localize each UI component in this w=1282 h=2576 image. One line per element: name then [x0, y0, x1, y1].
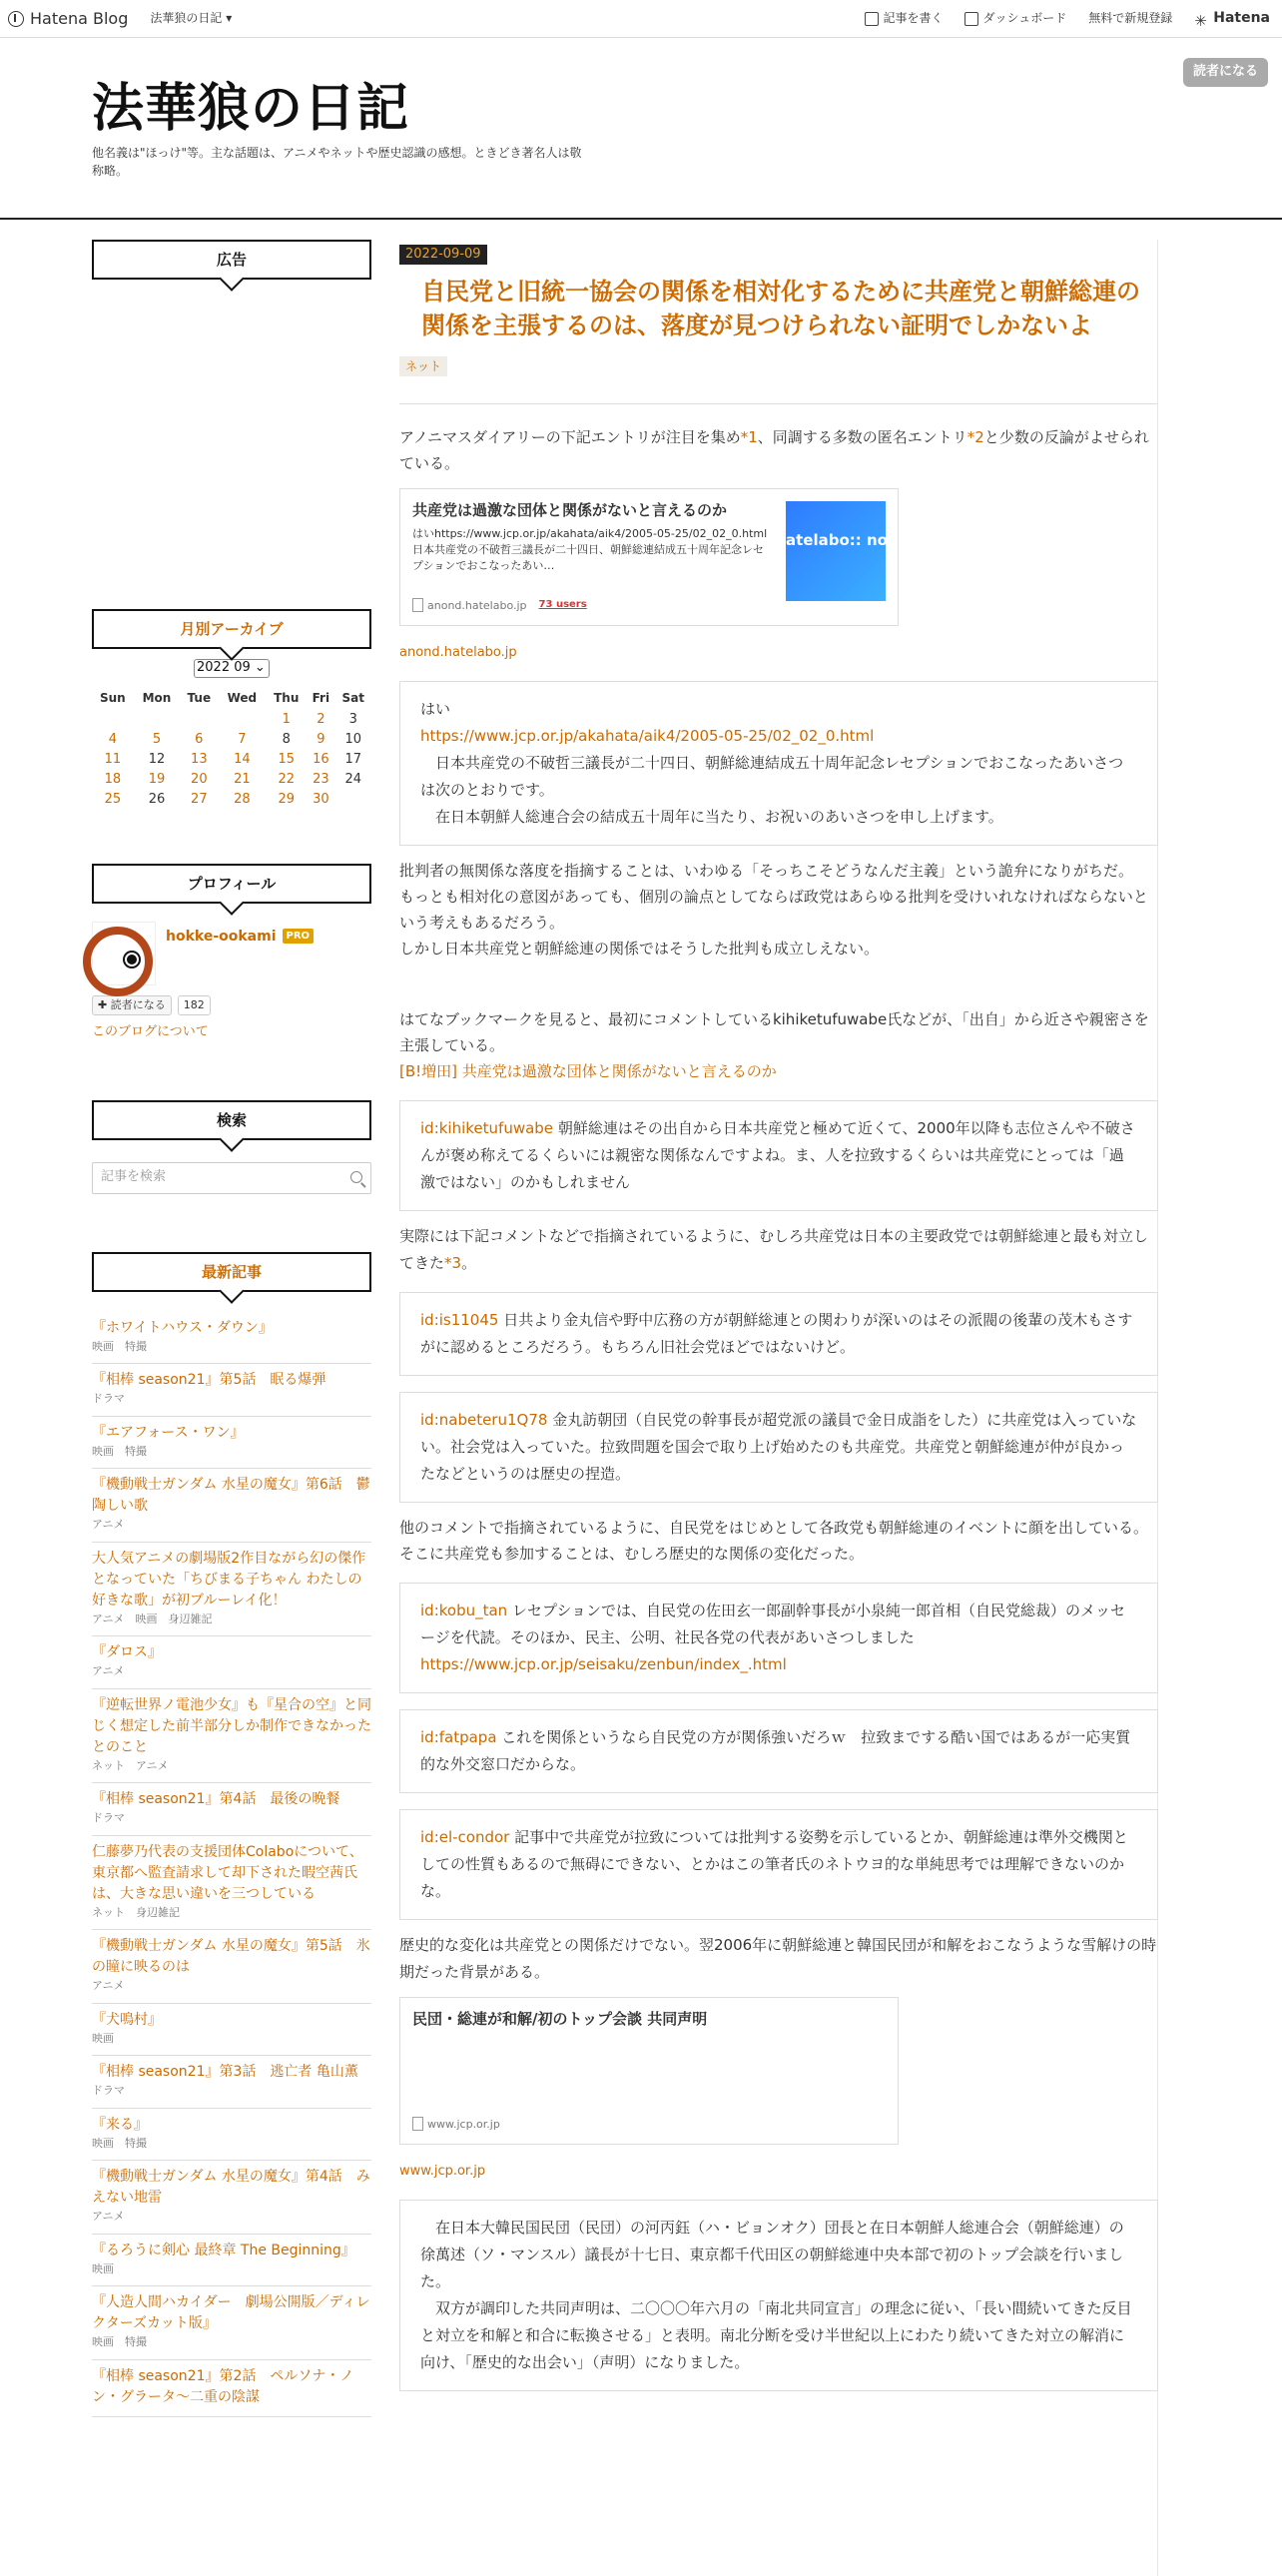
embed-card-domain: anond.hatelabo.jp [427, 598, 527, 612]
calendar-day [134, 710, 181, 730]
calendar-day[interactable]: 6 [195, 731, 204, 747]
calendar-day[interactable]: 1 [282, 711, 291, 727]
blog-description: 他名義は"ほっけ"等。主な話題は、アニメやネットや歴史認識の感想。ときどき著名人は敬称略。 [92, 146, 582, 178]
subscriber-count: 182 [178, 995, 211, 1015]
calendar-day[interactable]: 18 [104, 771, 122, 787]
pencil-icon [865, 12, 879, 26]
calendar-day[interactable]: 13 [191, 751, 208, 767]
calendar-day: 8 [282, 731, 291, 747]
recent-entry [92, 1836, 371, 1931]
recent-entry-title[interactable]: 『逆転世界ノ電池少女』も『星合の空』と同じく想定した前半部分しか制作できなかったとのこと [92, 1696, 371, 1755]
calendar-day [335, 790, 371, 810]
ad-module-title: 広告 [92, 240, 371, 280]
avatar[interactable] [92, 922, 156, 985]
hatena-menu[interactable] [1194, 6, 1270, 31]
search-module-title: 検索 [92, 1100, 371, 1140]
recent-entry-title[interactable]: 『機動戦士ガンダム 水星の魔女』第5話 氷の瞳に映るのは [92, 1938, 370, 1976]
signup-link[interactable] [1088, 8, 1172, 29]
calendar-day[interactable]: 27 [191, 791, 208, 807]
recent-entry [92, 2286, 371, 2360]
embed-card-domain: www.jcp.or.jp [427, 2117, 500, 2131]
bookmark-comment [399, 1100, 1158, 1211]
profile-name-text: hokke-ookami [166, 928, 277, 945]
comment-text: レセプションでは、自民党の佐田玄一郎副幹事長が小泉純一郎首相（自民党総裁）のメッセージを代読。そのほか、民主、公明、社民各党の代表があいさつしました [420, 1602, 1126, 1647]
dashboard-link[interactable] [964, 8, 1066, 29]
quote-url-link[interactable]: https://www.jcp.or.jp/akahata/aik4/2005-05-25/02_02_0.html [420, 726, 875, 745]
comment-url-link[interactable]: https://www.jcp.or.jp/seisaku/zenbun/index_.html [420, 1655, 787, 1674]
paragraph [399, 1223, 1158, 1276]
footnote-link[interactable]: *2 [966, 427, 984, 446]
recent-entry [92, 1312, 371, 1365]
calendar-day[interactable]: 16 [313, 751, 329, 767]
calendar-day[interactable]: 2 [317, 711, 325, 727]
user-id-link[interactable]: id:kihiketufuwabe [420, 1119, 554, 1138]
calendar-weekday: Tue [187, 691, 212, 706]
recent-entry-categories[interactable]: 映画 [92, 2031, 114, 2045]
recent-entry [92, 2360, 371, 2417]
calendar-weekday: Sun [99, 691, 126, 706]
archive-calendar [92, 688, 371, 810]
subscribe-button[interactable]: 読者になる [1183, 58, 1268, 87]
page-icon [412, 2117, 423, 2131]
recent-entry-title[interactable]: 『相棒 season21』第5話 眠る爆弾 [92, 1372, 326, 1389]
recent-entry-categories[interactable]: アニメ [92, 2210, 125, 2224]
user-id-link[interactable]: id:fatpapa [420, 1728, 497, 1747]
write-entry-link[interactable] [865, 8, 943, 29]
quote-block [399, 681, 1158, 846]
post-body [399, 424, 1158, 2391]
recent-entries-list [92, 1312, 371, 2417]
hatena-label: Hatena [1213, 10, 1270, 27]
hatena-blog-logo-icon [8, 11, 24, 27]
calendar-day: 10 [344, 731, 362, 747]
signup-label: 無料で新規登録 [1088, 11, 1173, 25]
footnote-link[interactable]: *1 [740, 427, 758, 446]
sidebar [92, 240, 371, 2417]
search-input[interactable] [92, 1162, 371, 1194]
comment-text: 朝鮮総連はその出自から日本共産党と極めて近くて、2000年以降も志位さんや不破さんが褒め称えてるくらいには親密な関係なんですよね。ま、人を拉致するくらいは共産党にとっては「過激ではない」のかもしれません [420, 1119, 1135, 1192]
recent-entry-categories[interactable]: 映画 特撮 [92, 2335, 147, 2349]
user-id-link[interactable]: id:is11045 [420, 1310, 499, 1329]
ad-space [92, 280, 371, 609]
recent-entry [92, 1689, 371, 1784]
dashboard-icon [964, 12, 978, 26]
quote-line: 在日本朝鮮人総連合会の結成五十周年に当たり、お祝いのあいさつを申し上げます。 [420, 807, 1003, 826]
paragraph [399, 858, 1158, 963]
source-link[interactable]: anond.hatelabo.jp [399, 644, 517, 660]
calendar-day[interactable]: 15 [278, 751, 296, 767]
recent-entry-title[interactable]: 『相棒 season21』第3話 逃亡者 亀山薫 [92, 2064, 358, 2081]
profile-module-title: プロフィール [92, 864, 371, 904]
paragraph [399, 1006, 1158, 1085]
post-date[interactable]: 2022-09-09 [399, 245, 487, 265]
blog-menu-label: 法華狼の日記 [150, 11, 223, 25]
recent-entry [92, 2161, 371, 2235]
recent-entry-title[interactable]: 『来る』 [92, 2116, 148, 2133]
calendar-day: 24 [344, 771, 362, 787]
recent-entry-title[interactable]: 『ダロス』 [92, 1644, 162, 1661]
bookmark-comment [399, 1392, 1158, 1503]
quote-line: 在日本大韓民国民団（民団）の河丙鈺（ハ・ビョンオク）団長と在日本朝鮮人総連合会（朝鮮総連）の徐萬述（ソ・マンスル）議長が十七日、東京都千代田区の朝鮮総連中央本部で初のトップ会談を行いました。 [420, 2218, 1124, 2290]
recent-entry-categories[interactable]: 映画 [92, 2261, 114, 2275]
calendar-day[interactable]: 14 [234, 751, 251, 767]
recent-entry-categories[interactable]: ドラマ [92, 2084, 125, 2098]
quote-line: 双方が調印した共同声明は、二〇〇〇年六月の「南北共同宣言」の理念に従い、「長い間続いてきた反目と対立を和解と和合に転換させる」と表明。南北分断を受け半世紀以上にわたり続いてきた対立の解消に向け、「歴史的な出会い」（声明）になりました。 [420, 2298, 1132, 2371]
recent-entry-categories[interactable]: 映画 特撮 [92, 1339, 147, 1353]
recent-entry-categories[interactable]: アニメ 映画 身辺雑記 [92, 1611, 213, 1625]
about-blog-link[interactable]: このブログについて [92, 1023, 209, 1039]
embed-card-title[interactable]: 民団・総連が和解/初のトップ会談 共同声明 [412, 2009, 708, 2028]
calendar-day[interactable]: 28 [234, 791, 251, 807]
calendar-day[interactable]: 29 [278, 791, 296, 807]
hatena-star-icon [1194, 12, 1208, 26]
recent-entry [92, 1364, 371, 1417]
user-id-link[interactable]: id:el-condor [420, 1828, 510, 1847]
text: はてなブックマークを見ると、最初にコメントしているkihiketufuwabe氏などが、「出自」から近さや親密さを主張している。 [399, 1009, 1149, 1054]
brand-label: Hatena Blog [30, 8, 129, 28]
recent-entry [92, 2235, 371, 2287]
search-icon[interactable] [350, 1171, 362, 1183]
divider [399, 403, 1157, 404]
recent-entry [92, 1543, 371, 1637]
footnote-link[interactable]: *3 [444, 1253, 462, 1272]
source-link[interactable]: www.jcp.or.jp [399, 2163, 486, 2179]
search-placeholder: 記事を検索 [101, 1169, 167, 1185]
user-id-link[interactable]: id:kobu_tan [420, 1602, 508, 1620]
text: 。 [461, 1253, 477, 1272]
text: アノニマスダイアリーの下記エントリが注目を集め [399, 427, 741, 446]
recent-entry-title[interactable]: 『るろうに剣心 最終章 The Beginning』 [92, 2242, 355, 2258]
embed-card-footer [412, 2115, 500, 2134]
calendar-day [92, 710, 134, 730]
dashboard-label: ダッシュボード [982, 11, 1067, 25]
calendar-weekday: Mon [142, 691, 172, 706]
recent-module-title: 最新記事 [92, 1252, 371, 1292]
comment-text: 記事中で共産党が拉致については批判する姿勢を示しているとか、朝鮮総連は準外交機関としての性質もあるので無碍にできない、とかはこの筆者氏のネトウヨ的な単純思考では理解できないのかな。 [420, 1828, 1128, 1901]
calendar-day[interactable]: 4 [108, 731, 117, 747]
profile-name[interactable] [166, 925, 314, 950]
text: 他のコメントで指摘されているように、自民党をはじめとして各政党も朝鮮総連のイベントに顔を出している。そこに共産党も参加することは、むしろ歴史的な関係の変化だった。 [399, 1518, 1149, 1563]
archive-module-title: 月別アーカイブ [92, 609, 371, 649]
calendar-day[interactable]: 21 [234, 771, 251, 787]
embed-card-description: はいhttps://www.jcp.or.jp/akahata/aik4/2005-05-25/02_02_0.html 日本共産党の不破哲三議長が二十四日、朝鮮総連結成五十周年記念レセプションでおこなったあい… [412, 526, 768, 572]
page-icon [412, 598, 423, 612]
embed-card-anond[interactable] [399, 488, 989, 626]
calendar-day[interactable]: 30 [313, 791, 329, 807]
text: 歴史的な変化は共産党との関係だけでない。翌2006年に朝鮮総連と韓国民団が和解をおこなうような雪解けの時期だった背景がある。 [399, 1936, 1157, 1981]
recent-entry-title[interactable]: 『人造人間ハカイダー 劇場公開版／ディレクターズカット版』 [92, 2294, 370, 2332]
embed-card-thumbnail[interactable]: atelabo:: nonymousDiar [786, 501, 886, 601]
pro-badge: PRO [283, 929, 315, 944]
recent-entry [92, 2004, 371, 2057]
profile-subscribe-row [92, 995, 371, 1015]
recent-entry-title[interactable]: 『機動戦士ガンダム 水星の魔女』第4話 みえない地雷 [92, 2169, 370, 2207]
calendar-day: 12 [148, 751, 166, 767]
calendar-day: 3 [348, 711, 357, 727]
calendar-day[interactable]: 19 [148, 771, 166, 787]
archive-selected-value: 2022 09 [197, 660, 251, 675]
profile-subscribe-button[interactable]: ✚ 読者になる [92, 995, 172, 1015]
bookmark-comment [399, 1809, 1158, 1920]
calendar-day[interactable]: 5 [152, 731, 162, 747]
text: しかし日本共産党と朝鮮総連の関係ではそうした批判も成立しえない。 [399, 940, 880, 959]
recent-entry-title[interactable]: 『機動戦士ガンダム 水星の魔女』第6話 鬱陶しい歌 [92, 1477, 370, 1515]
blog-header [0, 38, 1282, 220]
recent-entry-title[interactable]: 『相棒 season21』第2話 ペルソナ・ノン・グラータ〜二重の陰謀 [92, 2367, 354, 2405]
blog-menu-dropdown[interactable]: 法華狼の日記 ▾ [150, 11, 233, 25]
recent-entry-categories[interactable]: 映画 特撮 [92, 2136, 147, 2150]
hatena-blog-logo[interactable] [8, 5, 128, 33]
calendar-weekday: Sat [341, 691, 364, 706]
profile-card [92, 922, 371, 985]
calendar-day [218, 710, 266, 730]
recent-entry [92, 2056, 371, 2109]
recent-entry-title[interactable]: 『エアフォース・ワン』 [92, 1424, 245, 1441]
calendar-day[interactable]: 9 [317, 731, 325, 747]
text: 、同調する多数の匿名エントリ [757, 427, 967, 446]
recent-entry-categories[interactable]: アニメ [92, 1518, 125, 1532]
recent-entry-categories[interactable]: 映画 特撮 [92, 1444, 147, 1458]
calendar-day[interactable]: 7 [238, 731, 247, 747]
recent-entry-categories[interactable]: ドラマ [92, 1392, 125, 1406]
bookmark-comment [399, 1583, 1158, 1693]
post-category-tag[interactable]: ネット [399, 356, 447, 376]
post-title[interactable]: 自民党と旧統一協会の関係を相対化するために共産党と朝鮮総連の関係を主張するのは、落度が見つけられない証明でしかないよ [421, 278, 1140, 339]
comment-text: これを関係というなら自民党の方が関係強いだろｗ 拉致までする酷い国ではあるが一応実質的な外交窓口だからな。 [420, 1728, 1131, 1774]
main-content [399, 240, 1158, 2576]
calendar-day[interactable]: 20 [191, 771, 208, 787]
recent-entry-title[interactable]: 『犬鳴村』 [92, 2011, 162, 2028]
recent-entry [92, 2109, 371, 2162]
recent-entry-categories[interactable]: アニメ [92, 1664, 125, 1678]
bookmark-page-link[interactable]: [B!増田] 共産党は過激な団体と関係がないと言えるのか [399, 1062, 777, 1080]
write-entry-label: 記事を書く [883, 11, 944, 25]
quote-line: はい [420, 699, 451, 718]
bookmark-comment [399, 1292, 1158, 1376]
recent-entry-title[interactable]: 大人気アニメの劇場版2作目ながら幻の傑作となっていた「ちびまる子ちゃん わたしの好きな歌」が初ブルーレイ化！ [92, 1550, 366, 1609]
quote-block [399, 2200, 1158, 2391]
recent-entry-categories[interactable]: ネット 身辺雑記 [92, 1905, 180, 1919]
calendar-day[interactable]: 25 [104, 791, 122, 807]
recent-entry-categories[interactable]: アニメ [92, 1979, 125, 1993]
calendar-day [180, 710, 218, 730]
bookmark-users-badge[interactable]: 73 users [538, 599, 587, 611]
calendar-day[interactable]: 11 [104, 751, 122, 767]
quote-line: 日本共産党の不破哲三議長が二十四日、朝鮮総連結成五十周年記念レセプションでおこなったあいさつは次のとおりです。 [420, 753, 1124, 799]
paragraph-intro [399, 424, 1158, 477]
text: もっとも相対化の意図があっても、個別の論点としてならば政党はあらゆる批判を受けいれなければならないという考えもあるだろう。 [399, 887, 1148, 932]
recent-entry-categories[interactable]: ネット アニメ [92, 1758, 169, 1772]
paragraph [399, 1932, 1158, 1985]
recent-entry-title[interactable]: 『相棒 season21』第4話 最後の晩餐 [92, 1791, 340, 1808]
archive-month-select[interactable]: 2022 09 ⌄ [194, 659, 270, 678]
calendar-weekday: Thu [274, 691, 300, 706]
calendar-weekday: Fri [312, 691, 330, 706]
recent-entry-categories[interactable]: ドラマ [92, 1811, 125, 1825]
calendar-weekday: Wed [227, 691, 258, 706]
embed-card-title[interactable]: 共産党は過激な団体と関係がないと言えるのか [412, 501, 728, 520]
recent-entry [92, 1417, 371, 1470]
recent-entry-title[interactable]: 仁藤夢乃代表の支援団体Colaboについて、東京都へ監査請求して却下された暇空茜氏は、大きな思い違いを三つしている [92, 1843, 363, 1902]
calendar-day[interactable]: 23 [313, 771, 329, 787]
calendar-day[interactable]: 22 [278, 771, 296, 787]
comment-text: 日共より金丸信や野中広務の方が朝鮮総連との関わりが深いのはその派閥の後輩の茂木もさすがに認めるところだろう。もちろん旧社会党ほどではないけど。 [420, 1310, 1133, 1356]
embed-card-jcp[interactable] [399, 1997, 899, 2145]
recent-entry-title[interactable]: 『ホワイトハウス・ダウン』 [92, 1319, 273, 1336]
calendar-day: 26 [148, 791, 166, 807]
blog-title[interactable]: 法華狼の日記 [92, 79, 410, 139]
recent-entry [92, 1930, 371, 2004]
text: 実際には下記コメントなどで指摘されているように、むしろ共産党は日本の主要政党では朝鮮総連と最も対立してきた [399, 1227, 1149, 1272]
profile-subscribe-label: 読者になる [110, 997, 166, 1011]
recent-entry [92, 1636, 371, 1689]
recent-entry [92, 1783, 371, 1836]
text: と少数の反論がよせられている。 [399, 427, 1149, 472]
comment-text: 金丸訪朝団（自民党の幹事長が超党派の議員で金日成詣をした）に共産党は入っていない。社会党は入っていた。拉致問題を国会で取り上げ始めたのも共産党。共産党と朝鮮総連が仲が良かったなどというのは歴史の捏造。 [420, 1410, 1137, 1483]
global-header [0, 0, 1282, 38]
user-id-link[interactable]: id:nabeteru1Q78 [420, 1410, 548, 1429]
bookmark-comment [399, 1709, 1158, 1793]
text: 批判者の無関係な落度を指摘することは、いわゆる「そっちこそどうなんだ主義」という詭弁になりがちだ。 [399, 861, 1134, 880]
paragraph [399, 1515, 1158, 1568]
recent-entry [92, 1469, 371, 1543]
calendar-day: 17 [344, 751, 362, 767]
